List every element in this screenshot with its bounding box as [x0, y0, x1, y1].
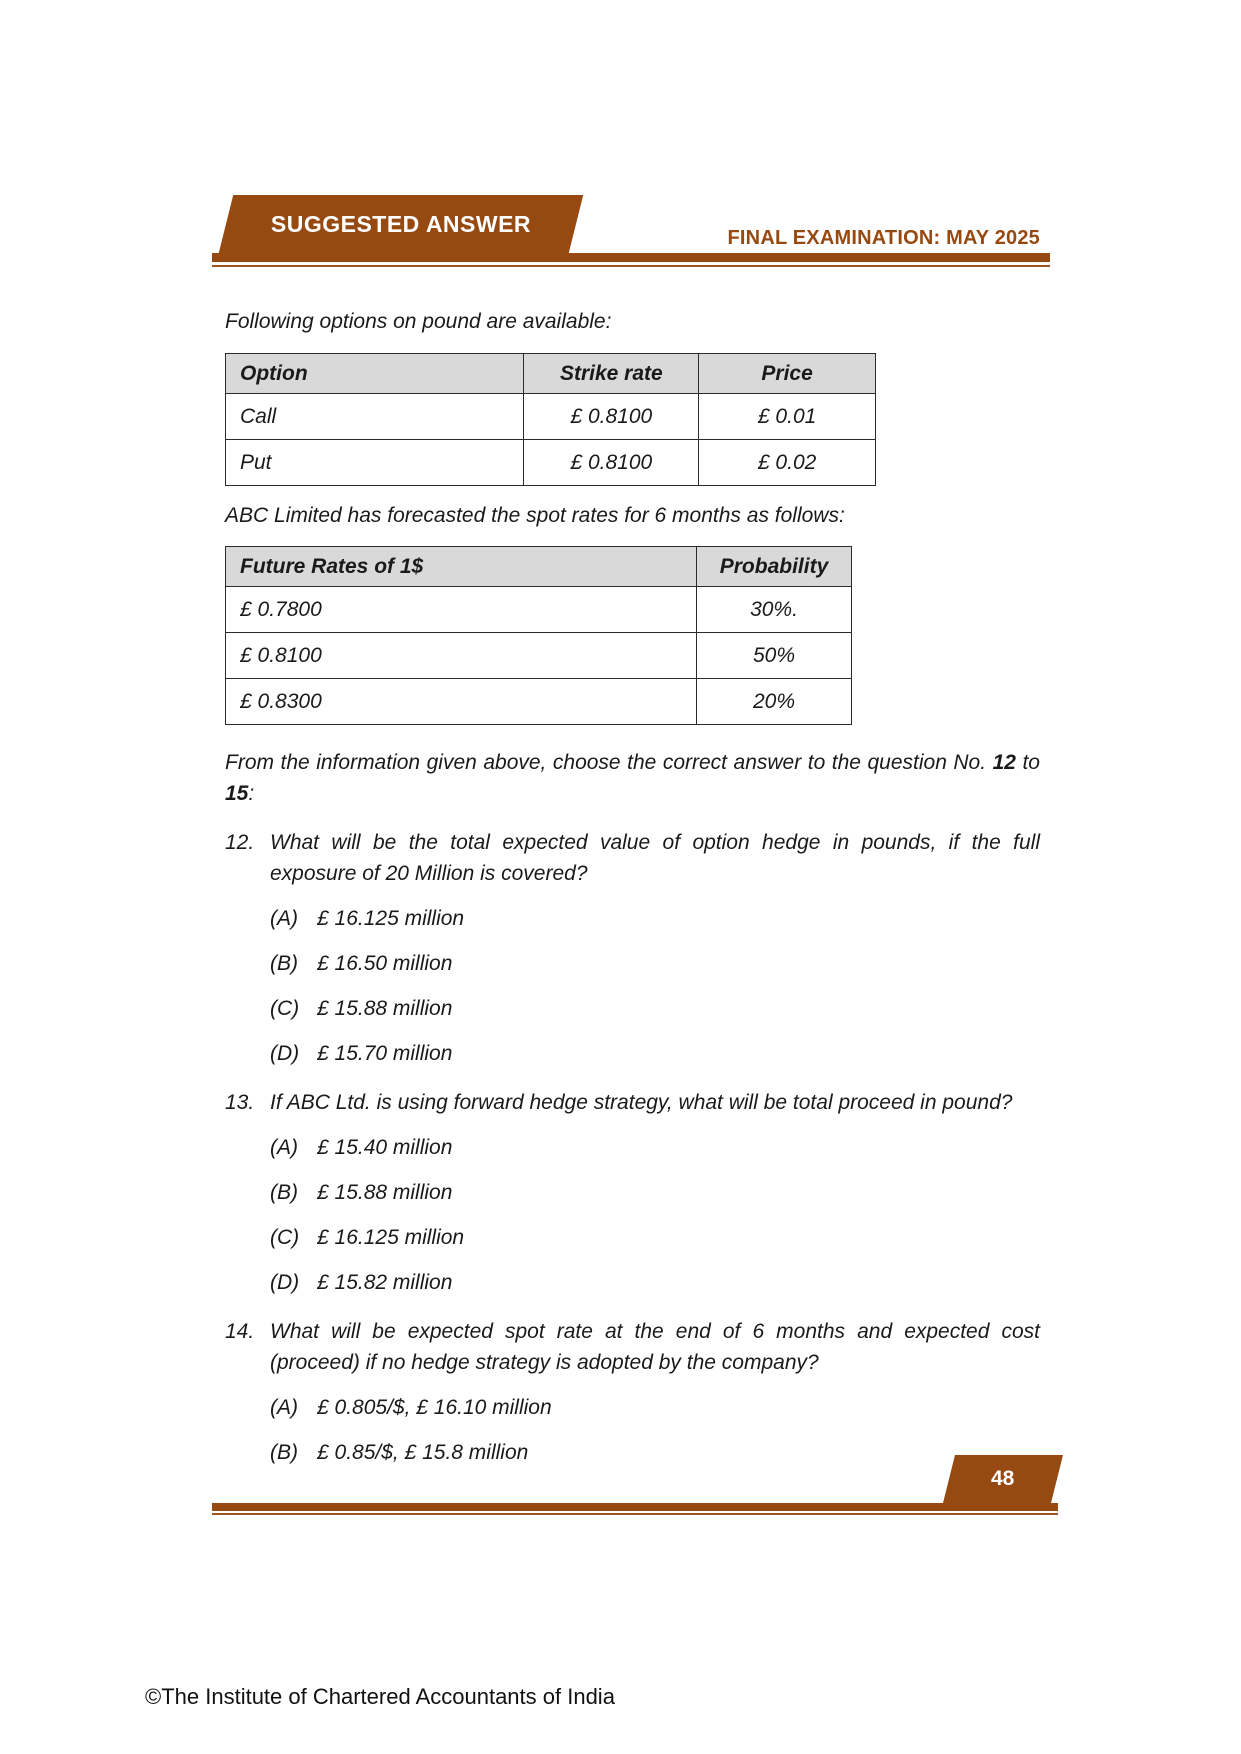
option-text: £ 15.88 million [317, 997, 453, 1020]
option-label: (B) [270, 1181, 298, 1204]
question-13 [225, 1087, 1040, 1118]
answer-option [225, 1392, 1040, 1423]
copyright-notice: ©The Institute of Chartered Accountants of India [145, 1684, 615, 1709]
footer-rule-thin [212, 1513, 1058, 1515]
cell-option-put: Put [226, 440, 524, 486]
answer-option [225, 1222, 1040, 1253]
option-text: £ 0.85/$, £ 15.8 million [317, 1441, 529, 1464]
options-intro-text: Following options on pound are available: [225, 310, 612, 333]
option-text: £ 16.125 million [317, 907, 465, 930]
question-text: If ABC Ltd. is using forward hedge strategy, what will be total proceed in pound? [270, 1091, 1013, 1114]
question-number: 14. [225, 1320, 255, 1343]
rates-intro-text: ABC Limited has forecasted the spot rates for 6 months as follows: [225, 504, 845, 527]
option-label: (A) [270, 1396, 298, 1419]
header-rule-thin [212, 265, 1050, 267]
question-text: What will be the total expected value of option hedge in pounds, if the full exposure of 20 Million is covered? [270, 831, 1040, 885]
answer-option [225, 1132, 1040, 1163]
option-label: (C) [270, 997, 300, 1020]
answer-option [225, 1177, 1040, 1208]
closing-suffix: : [248, 782, 255, 805]
option-indent [225, 1132, 270, 1163]
option-indent [225, 948, 270, 979]
cell-option-call: Call [226, 394, 524, 440]
question-14 [225, 1316, 1040, 1378]
cell-rate-1: £ 0.7800 [226, 587, 697, 633]
table-row [226, 394, 876, 440]
options-table [225, 353, 876, 486]
closing-prefix: From the information given above, choose the correct answer to the question No. [225, 751, 993, 774]
option-text: £ 15.88 million [317, 1181, 453, 1204]
page-content [225, 292, 1040, 1468]
option-indent [225, 1437, 270, 1468]
cell-prob-1: 30%. [697, 587, 852, 633]
option-indent [225, 1267, 270, 1298]
option-indent [225, 903, 270, 934]
option-text: £ 16.50 million [317, 952, 453, 975]
question-number: 12. [225, 831, 255, 854]
header-rule-thick [212, 253, 1050, 262]
answer-option [225, 948, 1040, 979]
table-header-row [226, 547, 852, 587]
cell-put-strike: £ 0.8100 [524, 440, 699, 486]
page-number: 48 [991, 1467, 1015, 1490]
suggested-answer-banner [219, 195, 583, 253]
option-text: £ 16.125 million [317, 1226, 465, 1249]
table-row [226, 679, 852, 725]
option-text: £ 15.70 million [317, 1042, 453, 1065]
cell-rate-2: £ 0.8100 [226, 633, 697, 679]
rates-table-header-probability: Probability [697, 547, 852, 587]
option-label: (B) [270, 952, 298, 975]
option-indent [225, 1222, 270, 1253]
table-row [226, 587, 852, 633]
exam-title: FINAL EXAMINATION: MAY 2025 [727, 227, 1040, 249]
cell-call-strike: £ 0.8100 [524, 394, 699, 440]
question-number: 13. [225, 1091, 255, 1114]
closing-mid: to [1015, 751, 1040, 774]
cell-rate-3: £ 0.8300 [226, 679, 697, 725]
table-row [226, 633, 852, 679]
option-label: (D) [270, 1042, 300, 1065]
question-12 [225, 827, 1040, 889]
closing-question-end: 15 [225, 782, 249, 805]
answer-option [225, 993, 1040, 1024]
options-table-header-option: Option [226, 354, 524, 394]
options-table-header-strike: Strike rate [524, 354, 699, 394]
page-number-badge [943, 1455, 1063, 1503]
rates-table [225, 546, 852, 725]
option-label: (B) [270, 1441, 298, 1464]
answer-option [225, 1437, 1040, 1468]
option-text: £ 15.40 million [317, 1136, 453, 1159]
cell-prob-2: 50% [697, 633, 852, 679]
option-text: £ 0.805/$, £ 16.10 million [317, 1396, 552, 1419]
closing-instruction [225, 747, 1040, 809]
banner-label: SUGGESTED ANSWER [270, 210, 532, 237]
closing-question-start: 12 [992, 751, 1016, 774]
option-label: (A) [270, 1136, 298, 1159]
table-row [226, 440, 876, 486]
table-header-row [226, 354, 876, 394]
answer-option [225, 903, 1040, 934]
rates-table-header-rate: Future Rates of 1$ [226, 547, 697, 587]
option-indent [225, 993, 270, 1024]
option-indent [225, 1392, 270, 1423]
option-indent [225, 1038, 270, 1069]
answer-option [225, 1267, 1040, 1298]
option-text: £ 15.82 million [317, 1271, 453, 1294]
cell-call-price: £ 0.01 [699, 394, 876, 440]
cell-prob-3: 20% [697, 679, 852, 725]
option-label: (C) [270, 1226, 300, 1249]
option-label: (A) [270, 907, 298, 930]
answer-option [225, 1038, 1040, 1069]
footer-rule-thick [212, 1503, 1058, 1511]
option-indent [225, 1177, 270, 1208]
cell-put-price: £ 0.02 [699, 440, 876, 486]
question-text: What will be expected spot rate at the end of 6 months and expected cost (proceed) if no hedge strategy is adopted by the company? [270, 1320, 1040, 1374]
option-label: (D) [270, 1271, 300, 1294]
options-table-header-price: Price [699, 354, 876, 394]
